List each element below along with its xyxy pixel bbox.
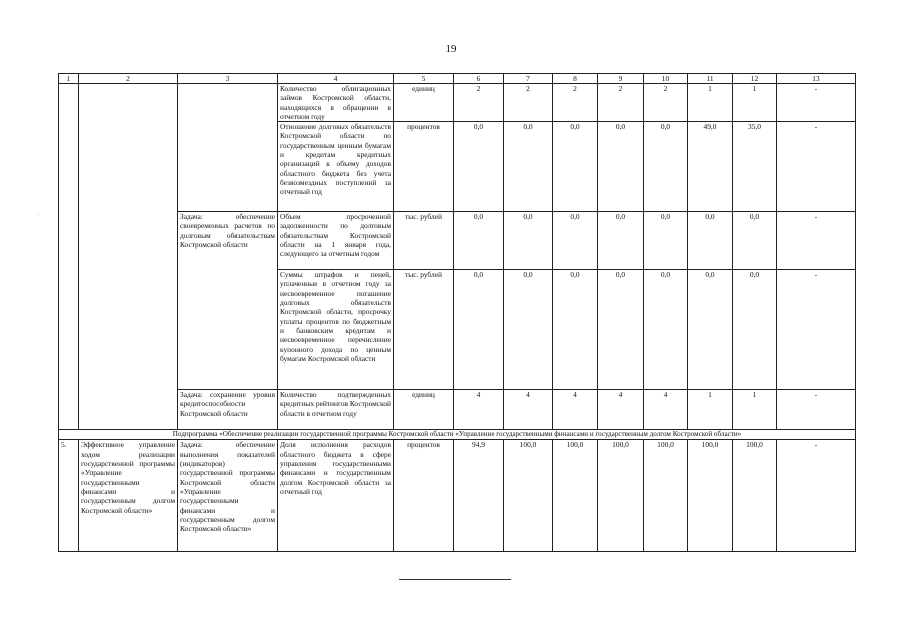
value-cell: 49,0	[688, 122, 733, 212]
column-header: 6	[454, 74, 504, 84]
indicator-cell: Количество облигационных займов Костромской области, находящихся в обращении в отчетном году	[278, 84, 394, 122]
column-header: 13	[777, 74, 856, 84]
page-number: 19	[445, 43, 457, 55]
column-header: 8	[553, 74, 598, 84]
value-cell: 100,0	[553, 440, 598, 552]
unit-cell: тыс. рублей	[394, 270, 454, 390]
unit-cell: единиц	[394, 390, 454, 430]
column-header: 12	[733, 74, 777, 84]
indicator-cell: Отношение долговых обязательств Костромской области по государственным ценным бумагам и кредитам кредитных организаций к объему доходов областного бюджета без учета безвозмездных поступлений за отчетный год	[278, 122, 394, 212]
task-cell: Задача: сохранение уровня кредитоспособности Костромской области	[178, 390, 278, 430]
task-cell	[178, 84, 278, 212]
indicator-cell: Суммы штрафов и пеней, уплаченные в отчетном году за несвоевременное погашение долговых обязательств Костромской области, просрочку уплаты процентов по бюджетным и банковским кредитам и несвоевременное перечисление купонного дохода по ценным бумагам Костромской области	[278, 270, 394, 390]
value-cell: 100,0	[644, 440, 688, 552]
indicator-cell: Доля исполнения расходов областного бюджета в сфере управления государственными финансами и государственным долгом Костромской области за отчетный год	[278, 440, 394, 552]
value-cell: 0,0	[644, 212, 688, 270]
table-row	[59, 440, 856, 552]
value-cell: 0,0	[598, 212, 644, 270]
note-cell: -	[777, 84, 856, 122]
column-header: 9	[598, 74, 644, 84]
value-cell: 4	[504, 390, 553, 430]
value-cell: 0,0	[454, 212, 504, 270]
unit-cell: единиц	[394, 84, 454, 122]
table-row	[59, 390, 856, 430]
note-cell: -	[777, 212, 856, 270]
value-cell: 0,0	[504, 122, 553, 212]
column-header: 11	[688, 74, 733, 84]
number-cell: 5.	[59, 440, 79, 552]
value-cell: 1	[688, 84, 733, 122]
number-cell	[59, 84, 79, 430]
column-header: 7	[504, 74, 553, 84]
value-cell: 0,0	[644, 270, 688, 390]
value-cell: 100,0	[733, 440, 777, 552]
value-cell: 0,0	[733, 212, 777, 270]
value-cell: 100,0	[504, 440, 553, 552]
footnote-rule	[399, 579, 511, 580]
value-cell: 4	[454, 390, 504, 430]
value-cell: 2	[553, 84, 598, 122]
indicator-cell: Количество подтвержденных кредитных рейтингов Костромской области в отчетном году	[278, 390, 394, 430]
value-cell: 2	[454, 84, 504, 122]
value-cell: 2	[598, 84, 644, 122]
value-cell: 0,0	[504, 212, 553, 270]
task-cell: Задача: обеспечение выполнения показателей (индикаторов) государственной программы Костромской области «Управление государственными финансами и государственным долгом Костромской области»	[178, 440, 278, 552]
value-cell: 0,0	[454, 122, 504, 212]
unit-cell: процентов	[394, 440, 454, 552]
goal-cell: Эффективное управление ходом реализации государственной программы «Управление государственными финансами и государственным долгом Костромской области»	[79, 440, 178, 552]
subprogram-row	[59, 430, 856, 440]
value-cell: 100,0	[688, 440, 733, 552]
column-number-row	[59, 74, 856, 84]
value-cell: 0,0	[644, 122, 688, 212]
value-cell: 0,0	[688, 212, 733, 270]
value-cell: 1	[733, 390, 777, 430]
value-cell: 0,0	[733, 270, 777, 390]
value-cell: 0,0	[504, 270, 553, 390]
column-header: 1	[59, 74, 79, 84]
value-cell: 0,0	[598, 122, 644, 212]
stray-mark: -	[37, 212, 39, 218]
note-cell: -	[777, 270, 856, 390]
indicators-table	[58, 73, 856, 552]
value-cell: 2	[504, 84, 553, 122]
value-cell: 0,0	[553, 270, 598, 390]
subprogram-title: Подпрограмма «Обеспечение реализации государственной программы Костромской области «Управление государственными финансами и государственным долгом Костромской области»	[59, 430, 856, 440]
value-cell: 0,0	[454, 270, 504, 390]
value-cell: 0,0	[688, 270, 733, 390]
value-cell: 4	[644, 390, 688, 430]
column-header: 10	[644, 74, 688, 84]
indicator-cell: Объем просроченной задолженности по долговым обязательствам Костромской области на 1 января года, следующего за отчетным годом	[278, 212, 394, 270]
column-header: 2	[79, 74, 178, 84]
value-cell: 4	[598, 390, 644, 430]
column-header: 3	[178, 74, 278, 84]
indicators-table-wrap	[58, 73, 855, 552]
note-cell: -	[777, 390, 856, 430]
note-cell: -	[777, 440, 856, 552]
note-cell: -	[777, 122, 856, 212]
value-cell: 0,0	[553, 122, 598, 212]
unit-cell: тыс. рублей	[394, 212, 454, 270]
value-cell: 1	[733, 84, 777, 122]
value-cell: 94,9	[454, 440, 504, 552]
goal-cell	[79, 84, 178, 430]
value-cell: 2	[644, 84, 688, 122]
unit-cell: процентов	[394, 122, 454, 212]
value-cell: 35,0	[733, 122, 777, 212]
value-cell: 4	[553, 390, 598, 430]
column-header: 5	[394, 74, 454, 84]
task-cell: Задача: обеспечение своевременных расчетов по долговым обязательствам Костромской области	[178, 212, 278, 390]
column-header: 4	[278, 74, 394, 84]
value-cell: 0,0	[598, 270, 644, 390]
table-row	[59, 84, 856, 122]
value-cell: 100,0	[598, 440, 644, 552]
table-row	[59, 212, 856, 270]
value-cell: 0,0	[553, 212, 598, 270]
value-cell: 1	[688, 390, 733, 430]
